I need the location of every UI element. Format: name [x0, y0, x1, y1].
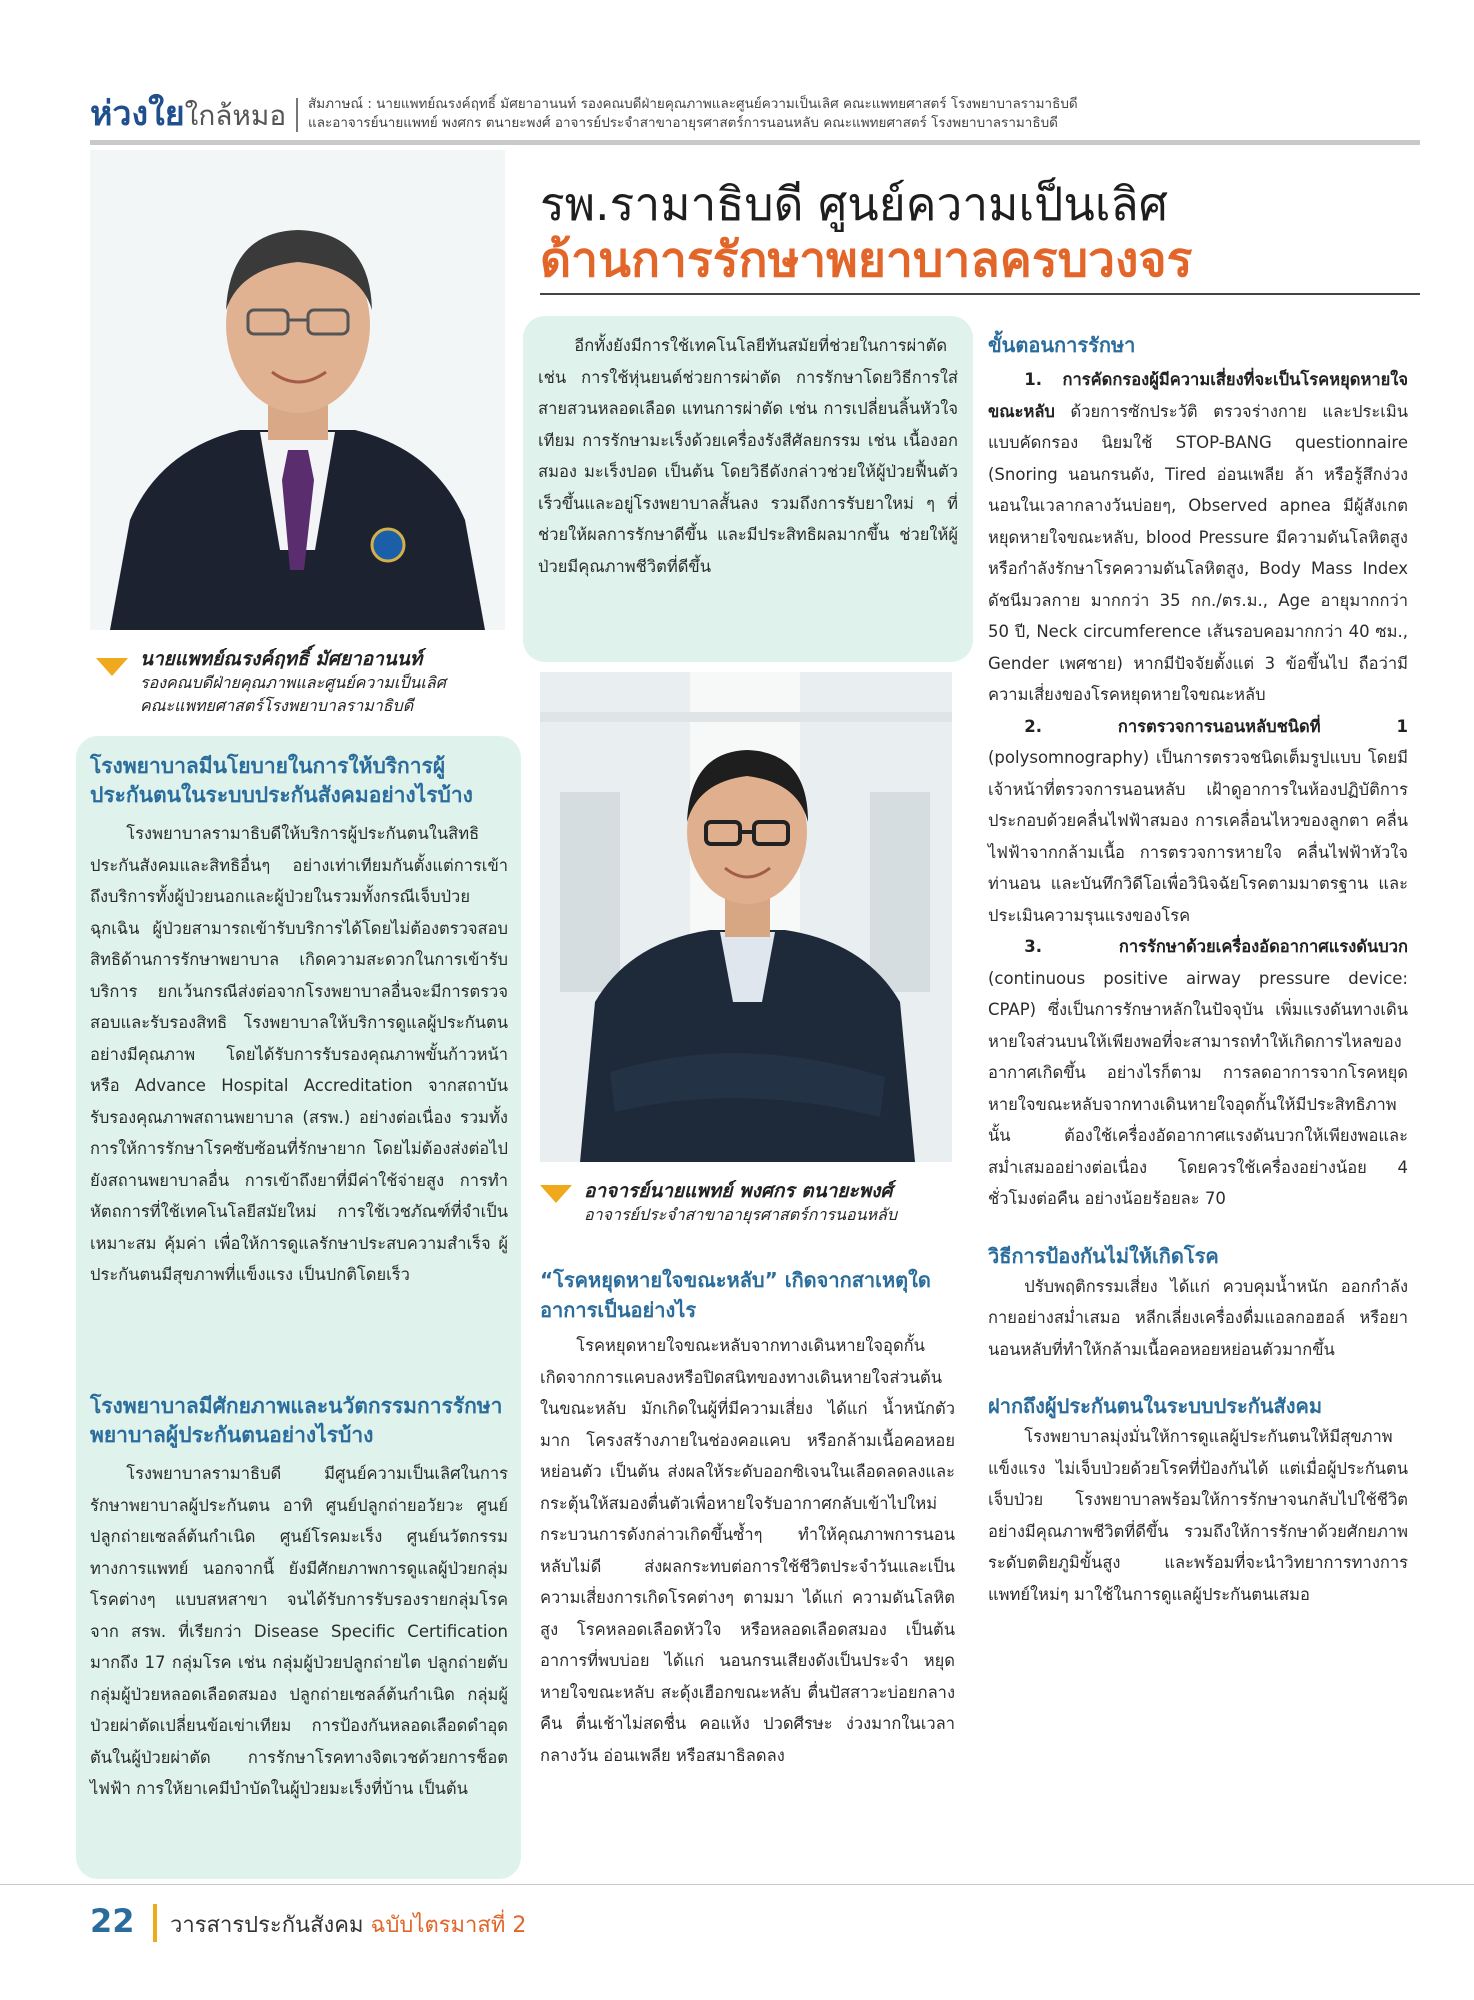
intro-paragraph	[538, 330, 958, 582]
portrait-photo-lecturer	[540, 672, 952, 1162]
step-2-title: 2. การตรวจการนอนหลับชนิดที่ 1	[1024, 716, 1408, 736]
step-1	[988, 364, 1408, 711]
paragraph: โรงพยาบาลมุ่งมั่นให้การดูแลผู้ประกันตนให้มีสุขภาพแข็งแรง ไม่เจ็บป่วยด้วยโรคที่ป้องกันได้ แต่เมื่อผู้ประกันตนเจ็บป่วย โรงพยาบาลพร้อมให้การรักษาจนกลับไปใช้ชีวิตอย่างมีคุณภาพชีวิตที่ดีขึ้น รวมถึงให้การรักษาด้วยศักยภาพระดับตติยภูมิขั้นสูง และพร้อมที่จะนำวิทยาการทางการแพทย์ใหม่ๆ มาใช้ในการดูแลผู้ประกันตนเสมอ	[988, 1427, 1408, 1604]
journal-title	[170, 1907, 526, 1942]
section-heading-treatment: ขั้นตอนการรักษา	[988, 333, 1136, 357]
page-number: 22	[90, 1902, 135, 1940]
header-rule	[90, 140, 1420, 145]
article-title-line-1: รพ.รามาธิบดี ศูนย์ความเป็นเลิศ	[540, 177, 1168, 231]
article-title-line-2: ด้านการรักษาพยาบาลครบวงจร	[540, 232, 1193, 288]
title-rule	[540, 293, 1420, 295]
treatment-column	[988, 330, 1408, 1610]
section-heading-innovation: โรงพยาบาลมีศักยภาพและนวัตกรรมการรักษาพยาบาลผู้ประกันตนอย่างไรบ้าง	[90, 1394, 503, 1447]
section-heading-sleep-apnea: “โรคหยุดหายใจขณะหลับ” เกิดจากสาเหตุใด อาการเป็นอย่างไร	[540, 1268, 931, 1322]
photo-caption-1	[140, 648, 520, 717]
credits-line-2: และอาจารย์นายแพทย์ พงศกร ตนายะพงศ์ อาจารย์ประจำสาขาอายุรศาสตร์การนอนหลับ คณะแพทยศาสตร์ โรงพยาบาลรามาธิบดี	[308, 115, 1058, 131]
paragraph: โรงพยาบาลรามาธิบดี มีศูนย์ความเป็นเลิศในการรักษาพยาบาลผู้ประกันตน อาทิ ศูนย์ปลูกถ่ายอวัยวะ ศูนย์ปลูกถ่ายเซลล์ต้นกำเนิด ศูนย์โรคมะเร็ง ศูนย์นวัตกรรมทางการแพทย์ นอกจากนี้ ยังมีศักยภาพการดูแลผู้ป่วยกลุ่มโรคต่างๆ แบบสหสาขา จนได้รับการรับรองรายกลุ่มโรคจาก สรพ. ที่เรียกว่า Disease Specific Certification มากถึง 17 กลุ่มโรค เช่น กลุ่มผู้ป่วยปลูกถ่ายไต ปลูกถ่ายตับ กลุ่มผู้ป่วยหลอดเลือดสมอง ปลูกถ่ายเซลล์ต้นกำเนิด กลุ่มผู้ป่วยผ่าตัดเปลี่ยนข้อเข่าเทียม การป้องกันหลอดเลือดดำอุดตันในผู้ป่วยผ่าตัด การรักษาโรคทางจิตเวชด้วยการช็อตไฟฟ้า การให้ยาเคมีบำบัดในผู้ป่วยมะเร็งที่บ้าน เป็นต้น	[90, 1464, 508, 1798]
paragraph: ปรับพฤติกรรมเสี่ยง ได้แก่ ควบคุมน้ำหนัก ออกกำลังกายอย่างสม่ำเสมอ หลีกเลี่ยงเครื่องดื่มแอลกอฮอล์ หรือยานอนหลับที่ทำให้กล้ามเนื้อคอหอยหย่อนตัวมากขึ้น	[988, 1276, 1408, 1359]
section-heading-prevention: วิธีการป้องกันไม่ให้เกิดโรค	[988, 1243, 1219, 1268]
prevention-text	[988, 1271, 1408, 1366]
brand-sub: ใกล้หมอ	[184, 99, 287, 132]
interview-credits	[308, 95, 1418, 133]
portrait-photo-deputy-dean	[90, 150, 505, 630]
step-2	[988, 711, 1408, 932]
credits-line-1: สัมภาษณ์ : นายแพทย์ณรงค์ฤทธิ์ มัศยาอานนท์ รองคณบดีฝ่ายคุณภาพและศูนย์ความเป็นเลิศ คณะแพทยศาสตร์ โรงพยาบาลรามาธิบดี	[308, 96, 1078, 112]
caption-role: รองคณบดีฝ่ายคุณภาพและศูนย์ความเป็นเลิศ	[140, 673, 446, 692]
caption-name: อาจารย์นายแพทย์ พงศกร ตนายะพงศ์	[584, 1180, 893, 1202]
journal-issue: ฉบับไตรมาสที่ 2	[370, 1913, 527, 1938]
innovation-text	[90, 1458, 508, 1805]
sleep-apnea-text	[540, 1330, 955, 1771]
section-brand	[90, 94, 286, 136]
step-1-text: ด้วยการซักประวัติ ตรวจร่างกาย และประเมินแบบคัดกรอง นิยมใช้ STOP-BANG questionnaire (Snoring นอนกรนดัง, Tired อ่อนเพลีย ล้า หรือรู้สึกง่วงนอนในเวลากลางวันบ่อยๆ, Observed apnea มีผู้สังเกตหยุดหายใจขณะหลับ, blood Pressure มีความดันโลหิตสูง หรือกำลังรักษาโรคความดันโลหิตสูง, Body Mass Index ดัชนีมวลกาย มากกว่า 35 กก./ตร.ม., Age อายุมากกว่า 50 ปี, Neck circumference เส้นรอบคอมากกว่า 40 ซม., Gender เพศชาย) หากมีปัจจัยตั้งแต่ 3 ข้อขึ้นไป ถือว่ามีความเสี่ยงของโรคหยุดหายใจขณะหลับ	[988, 401, 1408, 704]
step-3	[988, 931, 1408, 1215]
section-heading-message: ฝากถึงผู้ประกันตนในระบบประกันสังคม	[988, 1394, 1323, 1418]
message-text	[988, 1421, 1408, 1610]
section-heading-policy: โรงพยาบาลมีนโยบายในการให้บริการผู้ประกันตนในระบบประกันสังคมอย่างไรบ้าง	[90, 754, 473, 807]
step-3-text: (continuous positive airway pressure device: CPAP) ซึ่งเป็นการรักษาหลักในปัจจุบัน เพิ่มแรงดันทางเดินหายใจส่วนบนให้เพียงพอที่จะสามารถทำให้เกิดการไหลของอากาศเกิดขึ้น อย่างไรก็ตาม การลดอาการจากโรคหยุดหายใจขณะหลับจากทางเดินหายใจอุดกั้นให้มีประสิทธิภาพนั้น ต้องใช้เครื่องอัดอากาศแรงดันบวกให้เพียงพอและสม่ำเสมออย่างต่อเนื่อง โดยควรใช้เครื่องอย่างน้อย 4 ชั่วโมงต่อคืน อย่างน้อยร้อยละ 70	[988, 968, 1408, 1208]
caption-role: คณะแพทยศาสตร์โรงพยาบาลรามาธิบดี	[140, 696, 414, 715]
footer-rule	[0, 1884, 1474, 1885]
paragraph: โรคหยุดหายใจขณะหลับจากทางเดินหายใจอุดกั้น เกิดจากการแคบลงหรือปิดสนิทของทางเดินหายใจส่วนต้นในขณะหลับ มักเกิดในผู้ที่มีความเสี่ยง ได้แก่ น้ำหนักตัวมาก โครงสร้างภายในช่องคอแคบ หรือกล้ามเนื้อคอหอยหย่อนตัว เป็นต้น ส่งผลให้ระดับออกซิเจนในเลือดลดลงและกระตุ้นให้สมองตื่นตัวเพื่อหายใจรับอากาศกลับเข้าไปใหม่ กระบวนการดังกล่าวเกิดขึ้นซ้ำๆ ทำให้คุณภาพการนอนหลับไม่ดี ส่งผลกระทบต่อการใช้ชีวิตประจำวันและเป็นความเสี่ยงการเกิดโรคต่างๆ ตามมา ได้แก่ ความดันโลหิตสูง โรคหลอดเลือดหัวใจ หรือหลอดเลือดสมอง เป็นต้น อาการที่พบบ่อย ได้แก่ นอนกรนเสียงดังเป็นประจำ หยุดหายใจขณะหลับ สะดุ้งเฮือกขณะหลับ ตื่นปัสสาวะบ่อยกลางคืน ตื่นเช้าไม่สดชื่น คอแห้ง ปวดศีรษะ ง่วงมากในเวลากลางวัน อ่อนเพลีย หรือสมาธิลดลง	[540, 1336, 955, 1765]
brand-main: ห่วงใย	[90, 94, 185, 134]
footer-divider	[153, 1904, 157, 1942]
treatment-steps	[988, 364, 1408, 1215]
paragraph: อีกทั้งยังมีการใช้เทคโนโลยีทันสมัยที่ช่วยในการผ่าตัด เช่น การใช้หุ่นยนต์ช่วยการผ่าตัด การรักษาโดยวิธีการใส่สายสวนหลอดเลือด แทนการผ่าตัด เช่น การเปลี่ยนลิ้นหัวใจเทียม การรักษามะเร็งด้วยเครื่องรังสีศัลยกรรม เช่น เนื้องอกสมอง มะเร็งปอด เป็นต้น โดยวิธีดังกล่าวช่วยให้ผู้ป่วยฟื้นตัวเร็วขึ้นและอยู่โรงพยาบาลสั้นลง รวมถึงการรับยาใหม่ ๆ ที่ช่วยให้ผลการรักษาดีขึ้น และมีประสิทธิผลมากขึ้น ช่วยให้ผู้ป่วยมีคุณภาพชีวิตที่ดีขึ้น	[538, 336, 958, 576]
caption-role: อาจารย์ประจำสาขาอายุรศาสตร์การนอนหลับ	[584, 1205, 898, 1224]
journal-name: วารสารประกันสังคม	[170, 1913, 364, 1938]
paragraph: โรงพยาบาลรามาธิบดีให้บริการผู้ประกันตนในสิทธิประกันสังคมและสิทธิอื่นๆ อย่างเท่าเทียมกันตั้งแต่การเข้าถึงบริการทั้งผู้ป่วยนอกและผู้ป่วยในรวมทั้งกรณีเจ็บป่วยฉุกเฉิน ผู้ป่วยสามารถเข้ารับบริการได้โดยไม่ต้องตรวจสอบสิทธิด้านการรักษาพยาบาล เกิดความสะดวกในการเข้ารับบริการ ยกเว้นกรณีส่งต่อจากโรงพยาบาลอื่นจะมีการตรวจสอบและรับรองสิทธิ โรงพยาบาลให้บริการดูแลผู้ประกันตนอย่างมีคุณภาพ โดยได้รับการรับรองคุณภาพขั้นก้าวหน้า หรือ Advance Hospital Accreditation จากสถาบันรับรองคุณภาพสถานพยาบาล (สรพ.) อย่างต่อเนื่อง รวมทั้งการให้การรักษาโรคซับซ้อนที่รักษายาก โดยไม่ต้องส่งต่อไปยังสถานพยาบาลอื่น การเข้าถึงยาที่มีค่าใช้จ่ายสูง การทำหัตถการที่ใช้เทคโนโลยีสมัยใหม่ การใช้เวชภัณฑ์ที่จำเป็น เหมาะสม คุ้มค่า เพื่อให้การดูแลรักษาประสบความสำเร็จ ผู้ประกันตนมีสุขภาพที่แข็งแรง เป็นปกติโดยเร็ว	[90, 824, 508, 1284]
step-3-title: 3. การรักษาด้วยเครื่องอัดอากาศแรงดันบวก	[1024, 937, 1408, 956]
caption-triangle-icon	[96, 658, 128, 676]
caption-triangle-icon	[540, 1185, 572, 1203]
policy-text	[90, 818, 508, 1291]
photo-caption-2	[584, 1180, 964, 1226]
header-divider	[296, 98, 298, 132]
step-1-title: 1. การคัดกรองผู้มีความเสี่ยงที่จะเป็นโรคหยุดหายใจขณะหลับ	[988, 370, 1408, 421]
step-2-text: (polysomnography) เป็นการตรวจชนิดเต็มรูปแบบ โดยมีเจ้าหน้าที่ตรวจการนอนหลับ เฝ้าดูอาการในห้องปฏิบัติการ ประกอบด้วยคลื่นไฟฟ้าสมอง การเคลื่อนไหวของลูกตา คลื่นไฟฟ้าจากกล้ามเนื้อ การตรวจการหายใจ คลื่นไฟฟ้าหัวใจ ท่านอน และบันทึกวิดีโอเพื่อวินิจฉัยโรคตามมาตรฐาน และประเมินความรุนแรงของโรค	[988, 748, 1408, 925]
caption-name: นายแพทย์ณรงค์ฤทธิ์ มัศยาอานนท์	[140, 648, 423, 670]
